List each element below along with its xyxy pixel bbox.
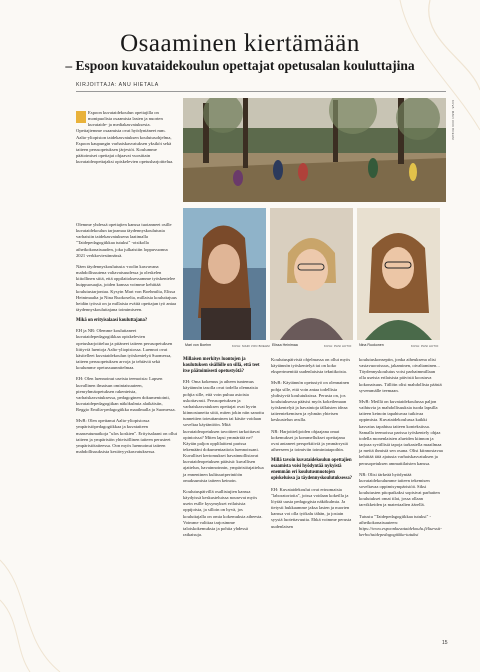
col1-paragraph: EH: Olen luennoinut useista teemoista: Lapsen kuvallinen ilmaisun omintaisuuteen, pienryhmäopetuksen rakenteista, varhaiskasvatuksessa, pedagoginen dokumentointi, kuvataidepedagogiikan näkökulmia alaikäisiin, Reggio Emilia-pedagogiikka maailmalla ja Suomessa. <box>76 376 176 413</box>
page-number: 15 <box>442 640 448 646</box>
col3-paragraph: NR: Harjoittelijoiden ohjaajana omat kokemukset ja kommellukset opettajana ovat antaneet perspektiiviä ja ymmärrystä aiheeseen ja toimiviin toimintatapoihin. <box>271 428 348 453</box>
col1-paragraph: EH ja NR: Olemme kouluttaneet kuvataidepedagogiikkaa opiskelevien opetusharjoittelua ja pitäneet taiteen perusopetuksen liittyviä luentoja Aalto-yliopistossa. Luennot ovat käsitelleet kuvataidekoulun työskentelyä Suomessa, taiteen perusopetuksen arvoja ja tehtäviä sekä koulumme opetussuunnitelmaa. <box>76 328 173 371</box>
col2-paragraph: EH: Oma kokemus ja aiheen tuntemus käytännön tasolla ovat todella olennaisia pohjia sille, että voin puhua asioista uskottavasti. Perusopetuksen ja varhaiskasvatuksen opettajat ovat hyvin kiinnostuneita siitä, miten jokin niin sanottu tunnettien toteuttaminen tai käsite voidaan soveltaa käytäntöön. Mitä kuvataideopetuksen tavoitteet tarkoittavat opintoissa? Miten lapsi ymmärtää ne? Käytän paljon opplilaitteni parissa tekemääni dokumentaatiota luennoissani. Kuvalliset kertomukset havainnollistavat kuvataideopetuksen pääsisä: kuvallisen ajattelun, havainnoinnin, ympäristöajattelua ja ennentinen kulttuuriperintöön omaksumista taiteen keinoin. <box>183 379 264 483</box>
col3-paragraph: EH: Kuvataidekoulut ovat erinomaisia "laboratorioita", joissa voidaan kokeilla ja löytää uusia pedagogisia näkökulmia. Ja tietysti hukkaamme jaksa lasten ja nuorten kanssa voi olla työkalu tähän, ja jostain syystä luotettavuutta. Ehkä voimme perusta uudenlaisen <box>271 486 352 529</box>
portrait-name-mari: Mari von Boehm <box>185 343 212 347</box>
col3-paragraph: MvB: Käytännön opetustyö on olennainen pohja sille, että voin antaa todellisia yhdistyviä koulutuksissa. Perusta on, jos koulutuksessa pääsisi myös kokeilemaan työskentelyä ja havaintoja tällaisten ideaa taiteentekemisen ja ryhmän yhteisen keskustelun avulla. <box>271 380 350 423</box>
dropcap-block <box>76 111 86 123</box>
portrait-name-nina: Nina Ruokonen <box>359 343 384 347</box>
portrait-photo-elissa <box>270 208 353 340</box>
photo-credit: KUVA: PASI AUTIO <box>411 344 439 348</box>
page-title: Osaaminen kiertämään <box>120 30 360 57</box>
tutustu-text: Tutustu "Taidepedagogiikkaa tutuksi" -aiheikokonaisuuteen: <box>359 513 432 525</box>
col1-paragraph: Näen täydennyskoulutusta -roolin kasvavana mahdollisuutena valtavaisuudessa ja oleskelen kiitollinen siitä, että oppilaitoksessamme työskentelee huippuosaajia, joiden kanssa voimme kehittää koulutustarjontaa. Kysyin Mari von Boehmilta, Elissa Heinimaalta ja Nina Ruokoselta, millaisia kouluttajuus heidän työssä on ja millaisia eväitä opettajan työ antaa täydennyskouluttajana toimimiseen. <box>76 263 177 313</box>
portrait-illustration <box>357 208 440 340</box>
portrait-name-elissa: Elissa Heinimaa <box>272 343 298 347</box>
portrait-illustration <box>183 208 266 340</box>
col2-question: Millaisen merkitys luontojen ja koulutuksen sisällölle on sillä, että teet itse päätoimisesti opetustyötä? <box>183 357 260 375</box>
outdoor-class-photo <box>183 98 446 202</box>
col4-paragraph: koulutuskonseptin, jonka aiheuksena olisi vastavuoroisuus, jakaminen, oivaltaminen... Täydennyskoulutus voisi parhaimmillaan olla useista erilaisista päivistä koostuva kokonaisuus. Tällöin olisi mahdollista päästä syvemmälle teemaan. <box>359 357 442 393</box>
tutustu-note <box>359 514 443 539</box>
column-3 <box>271 357 353 535</box>
col4-paragraph: MvB: Meillä on kuvataidekoulussa paljon vaihtuvia ja mahdollisuuksia tuoda lapsilla taiteen keinoin tapahtuvaa tutkivaa oppimista. Kuvataidekoulussa kaikki kasvatus tapahtuu taiteen kontekstissa. Samalla teemoissa parissa työskentely ohjaa todella monenlaisten alueiden kiinnon ja tarjoaa syvällisiä tapoja tarkastella maailmaa ja meitä ihmisiä sen osana. Olisi kiinnostavaa kehittää tätä ajatusta varhaiskasvatuksen ja perusopetuksen ammattilaisten kanssa. <box>359 398 443 466</box>
byline: KIRJOITTAJA: ANU HIETALA <box>76 82 159 88</box>
intro-paragraph <box>76 110 177 165</box>
resource-link[interactable]: https://www.espoonkuvataidekoulu.fi/kurssit-kerho/taidepedagogiikka-tutuksi <box>359 525 442 538</box>
column-2 <box>183 357 265 543</box>
header-divider <box>76 91 446 92</box>
photo-credit: KUVA: MARI VON BOEHM <box>232 344 270 348</box>
col1-paragraph: Olemme yhdessä opettajien kanssa tuotanneet osille kuvataidekoulun tarjoamaa täydennyskoulutusta varhaisiin taidekasvatuksena laatimalla "Taidepedagogiikkaa tutuksi" -otsikolla aiheikokonaisuuden, joka julkaistiin loppuvuonna 2021 verkkoviestinnässä. <box>76 222 172 258</box>
col4-paragraph: NR: Olisi tärkeää hyödyntää kuvataidekoulumme taiteen tekemisen soveltavaa oppimisympäristöä. Siksi koulutusten pitopaikaksi sopisivat parhaiten koulutukset omat tilat, jossa ollaan tarvikkeiden ja materiaalien äärellä. <box>359 471 440 508</box>
intro-text: Espoon kuvataidekoulun opettajilla on monipuolista osaamista lasten ja nuorten kuvataide- ja mediakasvatuksesta. Opettajiemme osaamista ovat hyödyntäneet mm. Aalto-yliopiston taidekasvatuksen koulutusohjelma, Espoon kaupungin varhaiskasvatuksen yksiköt sekä taiteen perusopetuksen järjestöt. Koulumme päätoimiset opettajat ohjaavat vuosittain kuvataideopettajaksi opiskelevien opetusharjoittelua. <box>76 110 174 165</box>
col3-paragraph: Koulutuspäivistä ohjelmassa on ollut myös käytännön työskentelyä tai on koko eksperimenttiä uudenlaisista tekniikoista. <box>271 357 351 375</box>
column-1 <box>76 222 177 460</box>
portrait-photo-mari <box>183 208 266 340</box>
col1-paragraph: MvB: Olen opettanut Aalto-yliopistossa ympäristöpedagogiikkaa ja kuvataiteen maaseutumatkoja "ulos koskien". Erityisalaani on ollut taiteen ja ympäristön yhteisöllinen taiteen perusteet ympäristötaiteessa. Oon myös luennoinut taiteen mahdollisuuksista kestävyyskasvatuksessa. <box>76 418 177 455</box>
col3-question: Millä tavoin kuvataidekoulun opettajien osaamista voisi hyödyntää nykyistä enemmän eri koulutusmuotojen opiskeluissa ja täydennyskoulutuksessa? <box>271 458 353 482</box>
page-subtitle: – Espoon kuvataidekoulun opettajat opetusalan kouluttajina <box>65 58 415 73</box>
outdoor-class-illustration <box>183 98 446 202</box>
photo-credit: KUVA: MARI VON BOEHM <box>451 100 455 140</box>
photo-credit: KUVA: PASI AUTIO <box>324 344 352 348</box>
column-4 <box>359 357 443 543</box>
portrait-photo-nina <box>357 208 440 340</box>
col2-paragraph: Koulutuspäivillä osallistujien kanssa käydyissä keskusteluissa nousevat myös usein esille kysymykset erilaisista oppijoista, ja silloin on hyvä, jos kouluttajalla on omia kokemuksia aiheesta. Voimme valittaa tarjosimme taloiskokemuksia ja pohtia yhdessä ratkaisuja. <box>183 488 263 538</box>
portrait-illustration <box>270 208 353 340</box>
col1-question: Mikä on erityisalaasi kouluttajana? <box>76 318 148 324</box>
